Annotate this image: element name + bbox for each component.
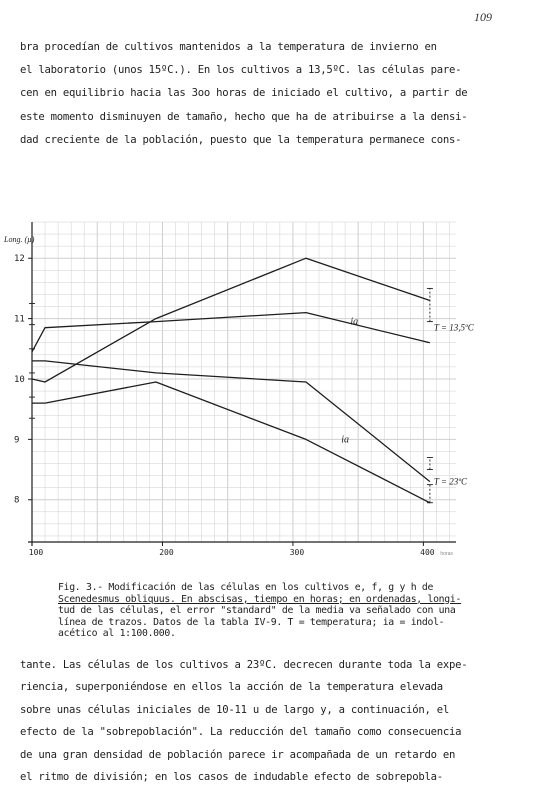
text-line: este momento disminuyen de tamaño, hecho que ha de atribuirse a la densi- xyxy=(20,110,468,123)
chart-grid xyxy=(32,222,456,542)
series-line xyxy=(32,258,430,382)
text-line: de una gran densidad de población parece ir acompañada de un retardo en xyxy=(20,748,456,761)
chart-labels xyxy=(3,235,475,557)
figure-caption xyxy=(58,582,528,640)
caption-line: tud de las células, el error "standard" de la media va señalado con una xyxy=(58,605,456,617)
y-tick-label: 8 xyxy=(14,495,20,506)
caption-line: Scenedesmus obliquus. En abscisas, tiempo en horas; en ordenadas, longi- xyxy=(58,593,462,605)
text-line: riencia, superponiéndose en ellos la acción de la temperatura elevada xyxy=(20,681,443,694)
length-over-time-chart xyxy=(0,212,536,562)
paragraph-bottom xyxy=(20,654,520,788)
x-tick-label: 300 xyxy=(289,548,305,557)
x-tick-label: 200 xyxy=(159,548,174,557)
page-number: 109 xyxy=(474,10,492,24)
text-line: sobre unas células iniciales de 10-11 u de largo y, a continuación, el xyxy=(20,703,449,716)
text-line: el ritmo de división; en los casos de indudable efecto de sobrepobla- xyxy=(20,771,443,784)
y-tick-label: 12 xyxy=(14,254,25,265)
caption-line: línea de trazos. Datos de la tabla IV-9. T = temperatura; ia = indol- xyxy=(58,616,445,628)
text-line: cen en equilibrio hacia las 3oo horas de iniciado el cultivo, a partir de xyxy=(20,87,468,100)
text-line: efecto de la "sobrepoblación". La reducción del tamaño como consecuencia xyxy=(20,726,462,739)
x-tick-label: 100 xyxy=(28,548,44,557)
annotation-temp-upper: T = 13,5ºC xyxy=(433,322,474,333)
text-line: bra procedían de cultivos mantenidos a la temperatura de invierno en xyxy=(20,41,437,53)
text-line: tante. Las células de los cultivos a 23ºC. decrecen durante toda la expe- xyxy=(20,659,468,671)
paragraph-top xyxy=(20,36,520,152)
caption-line: Fig. 3.- Modificación de las células en los cultivos e, f, g y h de xyxy=(58,582,434,593)
text-line: dad creciente de la población, puesto que la temperatura permanece cons- xyxy=(20,133,462,146)
annotation-axis-hint: horas xyxy=(440,551,453,557)
series-line xyxy=(32,382,430,503)
chart-series xyxy=(32,258,430,503)
y-tick-label: 10 xyxy=(14,374,25,385)
text-line: el laboratorio (unos 15ºC.). En los cultivos a 13,5ºC. las células pare- xyxy=(20,64,462,77)
annotation-ia-upper: ia xyxy=(350,316,359,328)
y-tick-label: 11 xyxy=(14,314,25,325)
y-axis-label: Long. (µ) xyxy=(4,235,35,244)
annotation-temp-lower: T = 23ºC xyxy=(433,476,468,487)
annotation-ia-lower: ia xyxy=(341,434,349,446)
chart-axes xyxy=(28,222,456,546)
x-tick-label: 400 xyxy=(420,548,435,557)
caption-line: acético al 1:100.000. xyxy=(58,628,176,640)
chart-error-bars xyxy=(29,288,433,502)
y-tick-label: 9 xyxy=(14,435,20,446)
